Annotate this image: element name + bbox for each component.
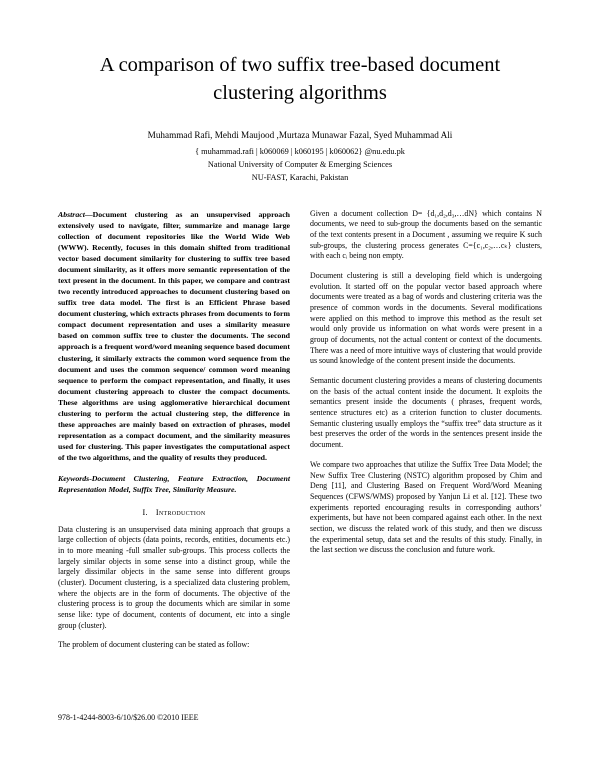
two-column-body bbox=[58, 209, 542, 660]
abstract-text: Document clustering as an unsupervised approach extensively used to navigate, filter, summarize and manage large collection of document repositories like the World Wide Web (WWW). Recently, focuses in this domain shifted from traditional vector based document similarity for clustering to suffix tree based document similarity, as it offers more semantic representation of the text present in the document. In this paper, we compare and contrast two recently introduced approaches to document clustering based on suffix tree data model. The first is an Efficient Phrase based document clustering, which extracts phrases from documents to form compact document representation and uses a similarity measure based on common suffix tree to cluster the documents. The second approach is a frequent word/word meaning sequence based document clustering, it similarly extracts the common word sequence from the document and uses the common sequence/ common word meaning sequence to perform the compact representation, and finally, it uses document clustering approach to cluster the compact documents. These algorithms are using agglomerative hierarchical document clustering to perform the actual clustering step, the difference in these approaches are mainly based on extraction of phrases, model representation as a compact document, and the similarity measures used for clustering. This paper investigates the computational aspect of the two algorithms, and the quality of results they produced. bbox=[58, 209, 290, 463]
affiliation-line-2: NU-FAST, Karachi, Pakistan bbox=[251, 172, 349, 182]
right-paragraph-4: We compare two approaches that utilize the Suffix Tree Data Model; the New Suffix Tree Clustering (NSTC) algorithm proposed by Chim and Deng [11], and Clustering Based on Frequent Word/Word Meaning Sequences (CFWS/WMS) proposed by Yanjun Li et al. [12]. These two experiments reported encouraging results in corresponding authors’ experiments, but have not been compared against each other. In the next section, we discuss the related work of this study, and then we discuss the experimental setup, data set and the results of this study. Finally, in the last section we discuss the conclusion and future work. bbox=[310, 459, 542, 555]
section-number: I. bbox=[142, 507, 148, 517]
left-paragraph-1: Data clustering is an unsupervised data mining approach that groups a large collection of objects (data points, records, entities, documents etc.) in to more meaning -full smaller sub-groups. This process collects the largely similar objects in some sense into a distinct group, while the largely dissimilar objects in the same sense into different groups (cluster). Document clustering, is a specialized data clustering problem, where the objects are in the form of documents. The objective of the clustering process is to group the documents which are similar in some sense like: type of document, contents of document, etc into a single group (cluster). bbox=[58, 524, 290, 630]
keywords-text: Document Clustering, Feature Extraction, Document Representation Model, Suffix Tree, Similarity Measure. bbox=[58, 474, 290, 495]
left-paragraph-2: The problem of document clustering can be stated as follow: bbox=[58, 640, 250, 650]
right-column bbox=[310, 209, 542, 660]
affiliation-line-1: National University of Computer & Emerging Sciences bbox=[207, 160, 393, 169]
section-title: Introduction bbox=[155, 507, 206, 517]
author-emails: { muhammad.rafi | k060069 | k060195 | k060062} @nu.edu.pk bbox=[195, 147, 405, 157]
keywords-label: Keywords- bbox=[58, 474, 92, 484]
page-title: A comparison of two suffix tree-based document clustering algorithms bbox=[99, 54, 501, 104]
right-paragraph-2: Document clustering is still a developing field which is undergoing evolution. It started off on the popular vector based approach where documents were treated as a bag of words and clustering criteria was the presence of common words in the documents. Several modifications were applied on this method to improve this method as the result set would only provide us information on what words were present in a group of documents, not the actual content or context of the documents. There was a need of more intuitive ways of clustering that would provide us sound knowledge of the content present inside the documents. bbox=[310, 271, 542, 366]
right-paragraph-3: Semantic document clustering provides a means of clustering documents on the basis of the actual content inside the document. It exploits the semantics present inside the documents ( phrases, frequent words, sentence structures etc) as a criterion function to cluster documents. Semantic clustering usually employs the “suffix tree” data structure as it best preserves the order of the words in the sentences present inside the document. bbox=[310, 376, 542, 450]
section-heading-introduction bbox=[58, 508, 290, 517]
abstract-label: Abstract— bbox=[58, 209, 93, 219]
right-paragraph-1: Given a document collection D= {d₁,d₂,d₃,…dN} which contains N documents, we need to sub-group the documents based on the semantic of the text contents present in a Document , assuming we require K such sub-groups, the clustering process generates C={c₁,c₂,…cₖ} clusters, with each cᵢ being non empty. bbox=[310, 208, 542, 261]
abstract-paragraph bbox=[58, 209, 290, 463]
keywords-paragraph bbox=[58, 473, 290, 496]
author-list: Muhammad Rafi, Mehdi Maujood ,Murtaza Munawar Fazal, Syed Muhammad Ali bbox=[147, 130, 453, 141]
left-column bbox=[58, 209, 290, 660]
copyright-footer: 978-1-4244-8003-6/10/$26.00 ©2010 IEEE bbox=[58, 713, 199, 722]
